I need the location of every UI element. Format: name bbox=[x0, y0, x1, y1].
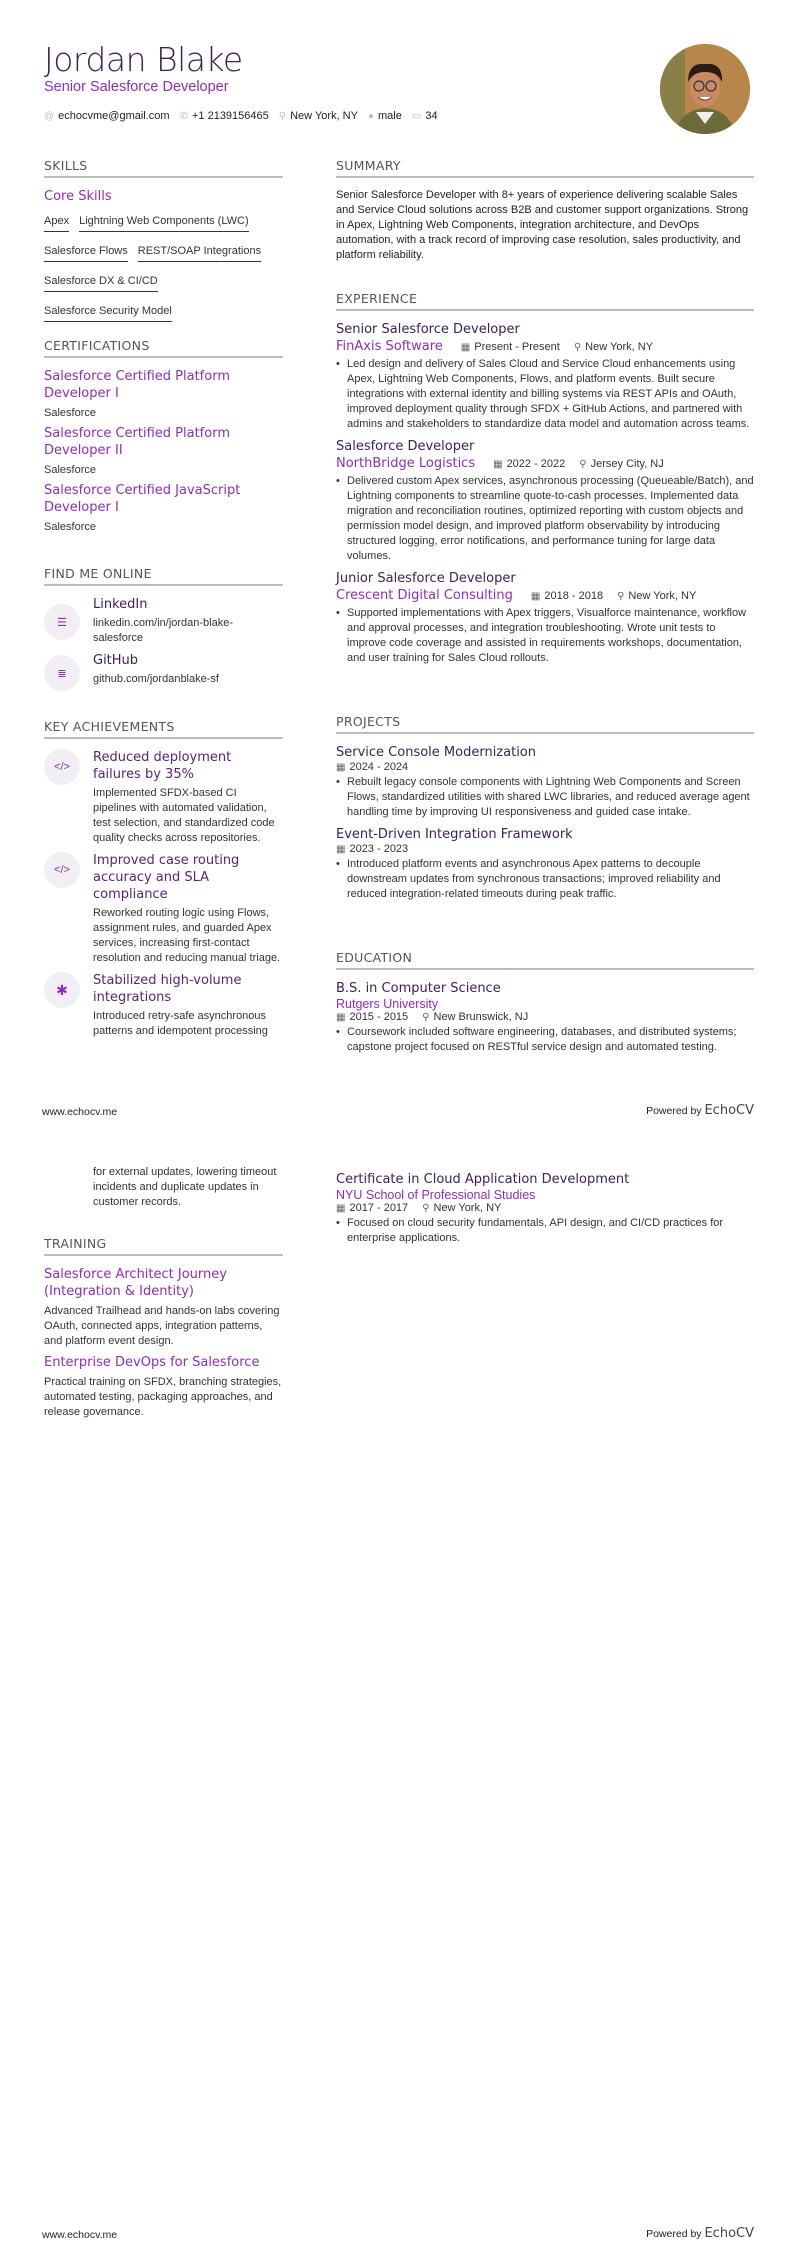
project-bullet: • Rebuilt legacy console components with Lightning Web Components and Screen Flows, standardized utilities with shared LWC libraries, and reduced average agent handling time by improving UI responsiveness and guided case intake. bbox=[336, 775, 754, 820]
profile-photo bbox=[660, 44, 750, 134]
at-icon: @ bbox=[44, 111, 55, 122]
school: NYU School of Professional Studies bbox=[336, 1188, 536, 1202]
online-item-linkedin bbox=[44, 596, 283, 646]
training-desc: Practical training on SFDX, branching strategies, automated testing, packaging approaches, and release governance. bbox=[44, 1376, 282, 1418]
candidate-title: Senior Salesforce Developer bbox=[44, 79, 229, 95]
calendar-icon: ▦ bbox=[493, 459, 503, 470]
section-heading: PROJECTS bbox=[336, 714, 754, 734]
skill-tag: Salesforce DX & CI/CD bbox=[44, 275, 158, 292]
achievement-desc: Introduced retry-safe asynchronous patterns and idempotent processing bbox=[93, 1010, 268, 1037]
contact-age: ▭ 34 bbox=[411, 110, 438, 122]
contact-phone[interactable]: ✆ +1 2139156465 bbox=[179, 110, 269, 122]
experience-section bbox=[336, 291, 754, 666]
job-title: Junior Salesforce Developer bbox=[336, 571, 516, 586]
certification-issuer: Salesforce bbox=[44, 521, 96, 533]
skill-tag: Lightning Web Components (LWC) bbox=[79, 215, 249, 232]
edu-bullet: • Focused on cloud security fundamentals, API design, and CI/CD practices for enterprise applications. bbox=[336, 1216, 754, 1246]
phone-icon: ✆ bbox=[179, 111, 188, 122]
calendar-icon: ▦ bbox=[336, 1012, 346, 1023]
footer-site-link[interactable]: www.echocv.me bbox=[42, 1106, 118, 1118]
project-title: Service Console Modernization bbox=[336, 745, 536, 760]
location-icon: ⚲ bbox=[422, 1203, 430, 1214]
training-desc: Advanced Trailhead and hands-on labs covering OAuth, connected apps, integration patterns, and platform event design. bbox=[44, 1305, 280, 1347]
section-heading: CERTIFICATIONS bbox=[44, 338, 283, 358]
certification-name: Salesforce Certified Platform Developer I bbox=[44, 369, 230, 401]
certification-name: Salesforce Certified Platform Developer II bbox=[44, 426, 230, 458]
powered-by: Powered by EchoCV bbox=[646, 2226, 754, 2241]
job-bullet: • Delivered custom Apex services, asynchronous processing (Queueable/Batch), and Lightning components to streamline quote-to-cash processes. Implemented data migration and reconciliation routines, optimized reporting with custom objects and permission model design, and improved platform observability by introducing structured logging, error notifications, and performance tuning for large data volumes. bbox=[336, 474, 754, 564]
experience-item bbox=[336, 438, 754, 564]
skill-group-title: Core Skills bbox=[44, 189, 112, 204]
achievement-item bbox=[44, 852, 283, 966]
achievement-item bbox=[44, 972, 283, 1039]
summary-text: Senior Salesforce Developer with 8+ years of experience delivering scalable Sales and Service Cloud solutions across B2B and customer support organizations. Strong in Apex, Lightning Web Components, integration architecture, and DevOps automation, with a track record of improving case resolution, sales productivity, and platform reliability. bbox=[336, 189, 749, 261]
echocv-logo: EchoCV bbox=[704, 1103, 754, 1118]
school: Rutgers University bbox=[336, 997, 439, 1011]
certification-name: Salesforce Certified JavaScript Developer I bbox=[44, 483, 241, 515]
projects-section bbox=[336, 714, 754, 902]
online-section bbox=[44, 566, 283, 697]
contact-row bbox=[44, 110, 438, 122]
job-title: Senior Salesforce Developer bbox=[336, 322, 520, 337]
section-heading: SUMMARY bbox=[336, 158, 754, 178]
achievement-item bbox=[44, 749, 283, 846]
certifications-section bbox=[44, 338, 283, 539]
edu-location: New York, NY bbox=[433, 1202, 502, 1214]
degree: B.S. in Computer Science bbox=[336, 981, 501, 996]
company-name: NorthBridge Logistics bbox=[336, 456, 476, 471]
certification-issuer: Salesforce bbox=[44, 464, 96, 476]
location-icon: ⚲ bbox=[278, 111, 287, 122]
calendar-icon: ▦ bbox=[460, 342, 471, 353]
section-heading: SKILLS bbox=[44, 158, 283, 178]
edu-dates: 2015 - 2015 bbox=[349, 1011, 409, 1023]
calendar-icon: ▦ bbox=[530, 591, 541, 602]
job-dates: Present - Present bbox=[474, 341, 560, 353]
section-heading: TRAINING bbox=[44, 1236, 283, 1256]
calendar-icon: ▦ bbox=[336, 844, 346, 855]
location-icon: ⚲ bbox=[422, 1012, 430, 1023]
education-item bbox=[336, 1171, 754, 1246]
job-bullet: • Led design and delivery of Sales Cloud and Service Cloud enhancements using Apex, Lightning Web Components, Flows, and platform events. Built secure integrations with external identity and billing systems via REST APIs and OAuth, improved deployment quality through SFDX + GitHub Actions, and partnered with admins and stakeholders to standardize data model and automation across teams. bbox=[336, 357, 754, 432]
calendar-icon: ▭ bbox=[411, 111, 422, 122]
achievement-title: Improved case routing accuracy and SLA compliance bbox=[93, 853, 240, 902]
project-item bbox=[336, 826, 754, 902]
skill-tag: REST/SOAP Integrations bbox=[138, 245, 261, 262]
project-bullet: • Introduced platform events and asynchronous Apex patterns to decouple downstream updates from synchronous transactions; improved reliability and reduced integration-related timeouts during peak traffic. bbox=[336, 857, 754, 902]
user-icon: ● bbox=[367, 111, 375, 122]
skill-tag: Salesforce Flows bbox=[44, 245, 128, 262]
echocv-logo: EchoCV bbox=[704, 2226, 754, 2241]
linkedin-link[interactable]: linkedin.com/in/jordan-blake-salesforce bbox=[93, 617, 234, 644]
location-icon: ⚲ bbox=[617, 591, 625, 602]
project-item bbox=[336, 744, 754, 820]
project-dates: 2024 - 2024 bbox=[349, 761, 409, 773]
skill-tag: Salesforce Security Model bbox=[44, 305, 172, 322]
edu-location: New Brunswick, NJ bbox=[433, 1011, 529, 1023]
section-heading: EDUCATION bbox=[336, 950, 754, 970]
github-icon: ≣ bbox=[44, 655, 80, 691]
linkedin-icon: ☰ bbox=[44, 604, 80, 640]
project-title: Event-Driven Integration Framework bbox=[336, 827, 573, 842]
footer-site-link[interactable]: www.echocv.me bbox=[42, 2229, 118, 2241]
online-label: GitHub bbox=[93, 653, 139, 668]
achievement-desc: Reworked routing logic using Flows, assignment rules, and guarded Apex services, increasing first-contact resolution and reducing manual triage. bbox=[93, 907, 281, 964]
achievement-desc: Implemented SFDX-based CI pipelines with automated validation, test selection, and standardized code quality checks across repositories. bbox=[93, 787, 275, 844]
company-name: FinAxis Software bbox=[336, 339, 443, 354]
job-location: Jersey City, NJ bbox=[590, 458, 664, 470]
job-dates: 2022 - 2022 bbox=[506, 458, 566, 470]
achievement-desc-continued: for external updates, lowering timeout incidents and duplicate updates in customer records. bbox=[93, 1166, 277, 1208]
skill-tag: Apex bbox=[44, 215, 69, 232]
certification-issuer: Salesforce bbox=[44, 407, 96, 419]
project-dates: 2023 - 2023 bbox=[349, 843, 409, 855]
training-section bbox=[44, 1236, 283, 1420]
job-location: New York, NY bbox=[585, 341, 654, 353]
achievement-title: Stabilized high-volume integrations bbox=[93, 973, 242, 1005]
section-heading: FIND ME ONLINE bbox=[44, 566, 283, 586]
candidate-name: Jordan Blake bbox=[44, 40, 243, 79]
experience-item bbox=[336, 321, 754, 432]
skills-section bbox=[44, 158, 283, 331]
contact-gender: ● male bbox=[367, 110, 402, 122]
job-location: New York, NY bbox=[628, 590, 697, 602]
education-item bbox=[336, 980, 754, 1055]
location-icon: ⚲ bbox=[573, 342, 582, 353]
online-item-github bbox=[44, 652, 283, 691]
code-icon: </> bbox=[44, 852, 80, 888]
online-label: LinkedIn bbox=[93, 597, 148, 612]
contact-email[interactable]: @ echocvme@gmail.com bbox=[44, 110, 170, 122]
section-heading: EXPERIENCE bbox=[336, 291, 754, 311]
achievement-title: Reduced deployment failures by 35% bbox=[93, 750, 232, 782]
edu-bullet: • Coursework included software engineering, databases, and distributed systems; capstone project focused on RESTful service design and automated testing. bbox=[336, 1025, 754, 1055]
calendar-icon: ▦ bbox=[336, 762, 346, 773]
github-link[interactable]: github.com/jordanblake-sf bbox=[93, 673, 219, 685]
calendar-icon: ▦ bbox=[336, 1203, 346, 1214]
degree: Certificate in Cloud Application Development bbox=[336, 1172, 630, 1187]
job-bullet: • Supported implementations with Apex triggers, Visualforce maintenance, workflow and approval processes, and integration troubleshooting. Wrote unit tests to improve code coverage and assisted in requirements workshops, documentation, and user training for Sales Cloud rollouts. bbox=[336, 606, 754, 666]
page-2 bbox=[0, 1123, 794, 2246]
section-heading: KEY ACHIEVEMENTS bbox=[44, 719, 283, 739]
training-name: Salesforce Architect Journey (Integration & Identity) bbox=[44, 1267, 227, 1299]
job-dates: 2018 - 2018 bbox=[544, 590, 604, 602]
powered-by: Powered by EchoCV bbox=[646, 1103, 754, 1118]
code-icon: </> bbox=[44, 749, 80, 785]
training-name: Enterprise DevOps for Salesforce bbox=[44, 1355, 260, 1370]
edu-dates: 2017 - 2017 bbox=[349, 1202, 409, 1214]
location-icon: ⚲ bbox=[579, 459, 587, 470]
achievements-section bbox=[44, 719, 283, 1045]
experience-item bbox=[336, 570, 754, 666]
education-section bbox=[336, 950, 754, 1055]
summary-section bbox=[336, 158, 754, 263]
company-name: Crescent Digital Consulting bbox=[336, 588, 513, 603]
contact-location: ⚲ New York, NY bbox=[278, 110, 358, 122]
job-title: Salesforce Developer bbox=[336, 439, 475, 454]
bug-icon: ✱ bbox=[44, 972, 80, 1008]
